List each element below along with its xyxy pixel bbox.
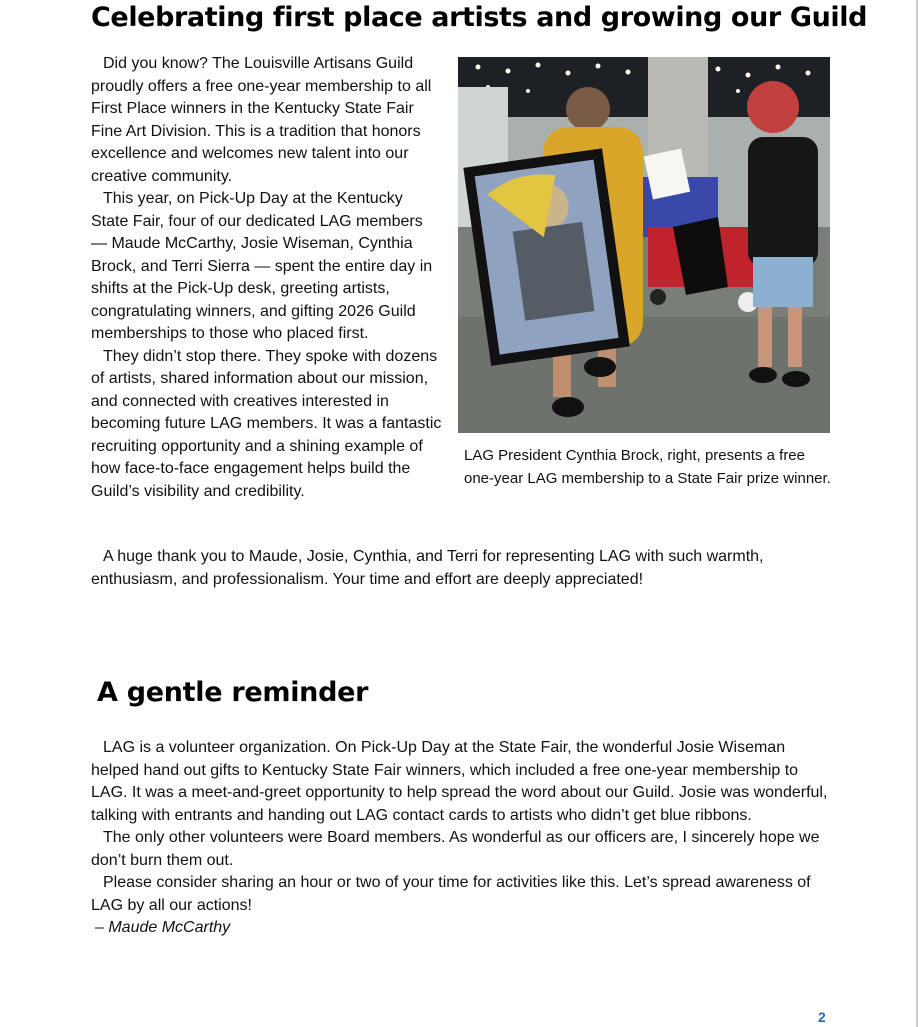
reminder-body — [91, 737, 831, 940]
author-signature: – Maude McCarthy — [95, 919, 231, 936]
reminder-paragraph: LAG is a volunteer organization. On Pick-Up Day at the State Fair, the wonderful Josie Wiseman helped hand out gifts to Kentucky State Fair winners, which included a free one-year membership to LAG. It was a meet-and-greet opportunity to help spread the word about our Guild. Josie was wonderful, talking with entrants and handing out LAG contact cards to artists who didn’t get blue ribbons. — [91, 739, 828, 824]
article-paragraph: This year, on Pick-Up Day at the Kentucky State Fair, four of our dedicated LAG members — Maude McCarthy, Josie Wiseman, Cynthia Brock, and Terri Sierra — spent the entire day in shifts at the Pick-Up desk, greeting artists, congratulating winners, and gifting 2026 Guild memberships to those who placed first. — [91, 190, 433, 342]
article-title: Celebrating first place artists and growing our Guild — [91, 2, 868, 33]
article-paragraph: A huge thank you to Maude, Josie, Cynthia, and Terri for representing LAG with such warmth, enthusiasm, and professionalism. Your time and effort are deeply appreciated! — [91, 548, 764, 588]
article-paragraph: They didn’t stop there. They spoke with dozens of artists, shared information about our mission, and connected with creatives interested in becoming future LAG members. It was a fantastic recruiting opportunity and a shining example of how face-to-face engagement helps build the Guild’s visibility and credibility. — [91, 347, 442, 500]
article-closing — [91, 546, 851, 591]
article-paragraph: Did you know? The Louisville Artisans Guild proudly offers a free one-year membership to all First Place winners in the Kentucky State Fair Fine Art Division. This is a tradition that honors excellence and welcomes new talent into our creative community. — [91, 55, 432, 185]
section-title: A gentle reminder — [97, 677, 369, 708]
reminder-paragraph: The only other volunteers were Board members. As wonderful as our officers are, I sincerely hope we don’t burn them out. — [91, 829, 820, 869]
photo-caption: LAG President Cynthia Brock, right, presents a free one-year LAG membership to a State Fair prize winner. — [464, 447, 831, 487]
state-fair-photo — [458, 57, 830, 433]
article-body-left-column — [91, 53, 443, 503]
reminder-paragraph: Please consider sharing an hour or two of your time for activities like this. Let’s spread awareness of LAG by all our actions! — [91, 874, 811, 914]
page-number: 2 — [818, 1009, 826, 1025]
